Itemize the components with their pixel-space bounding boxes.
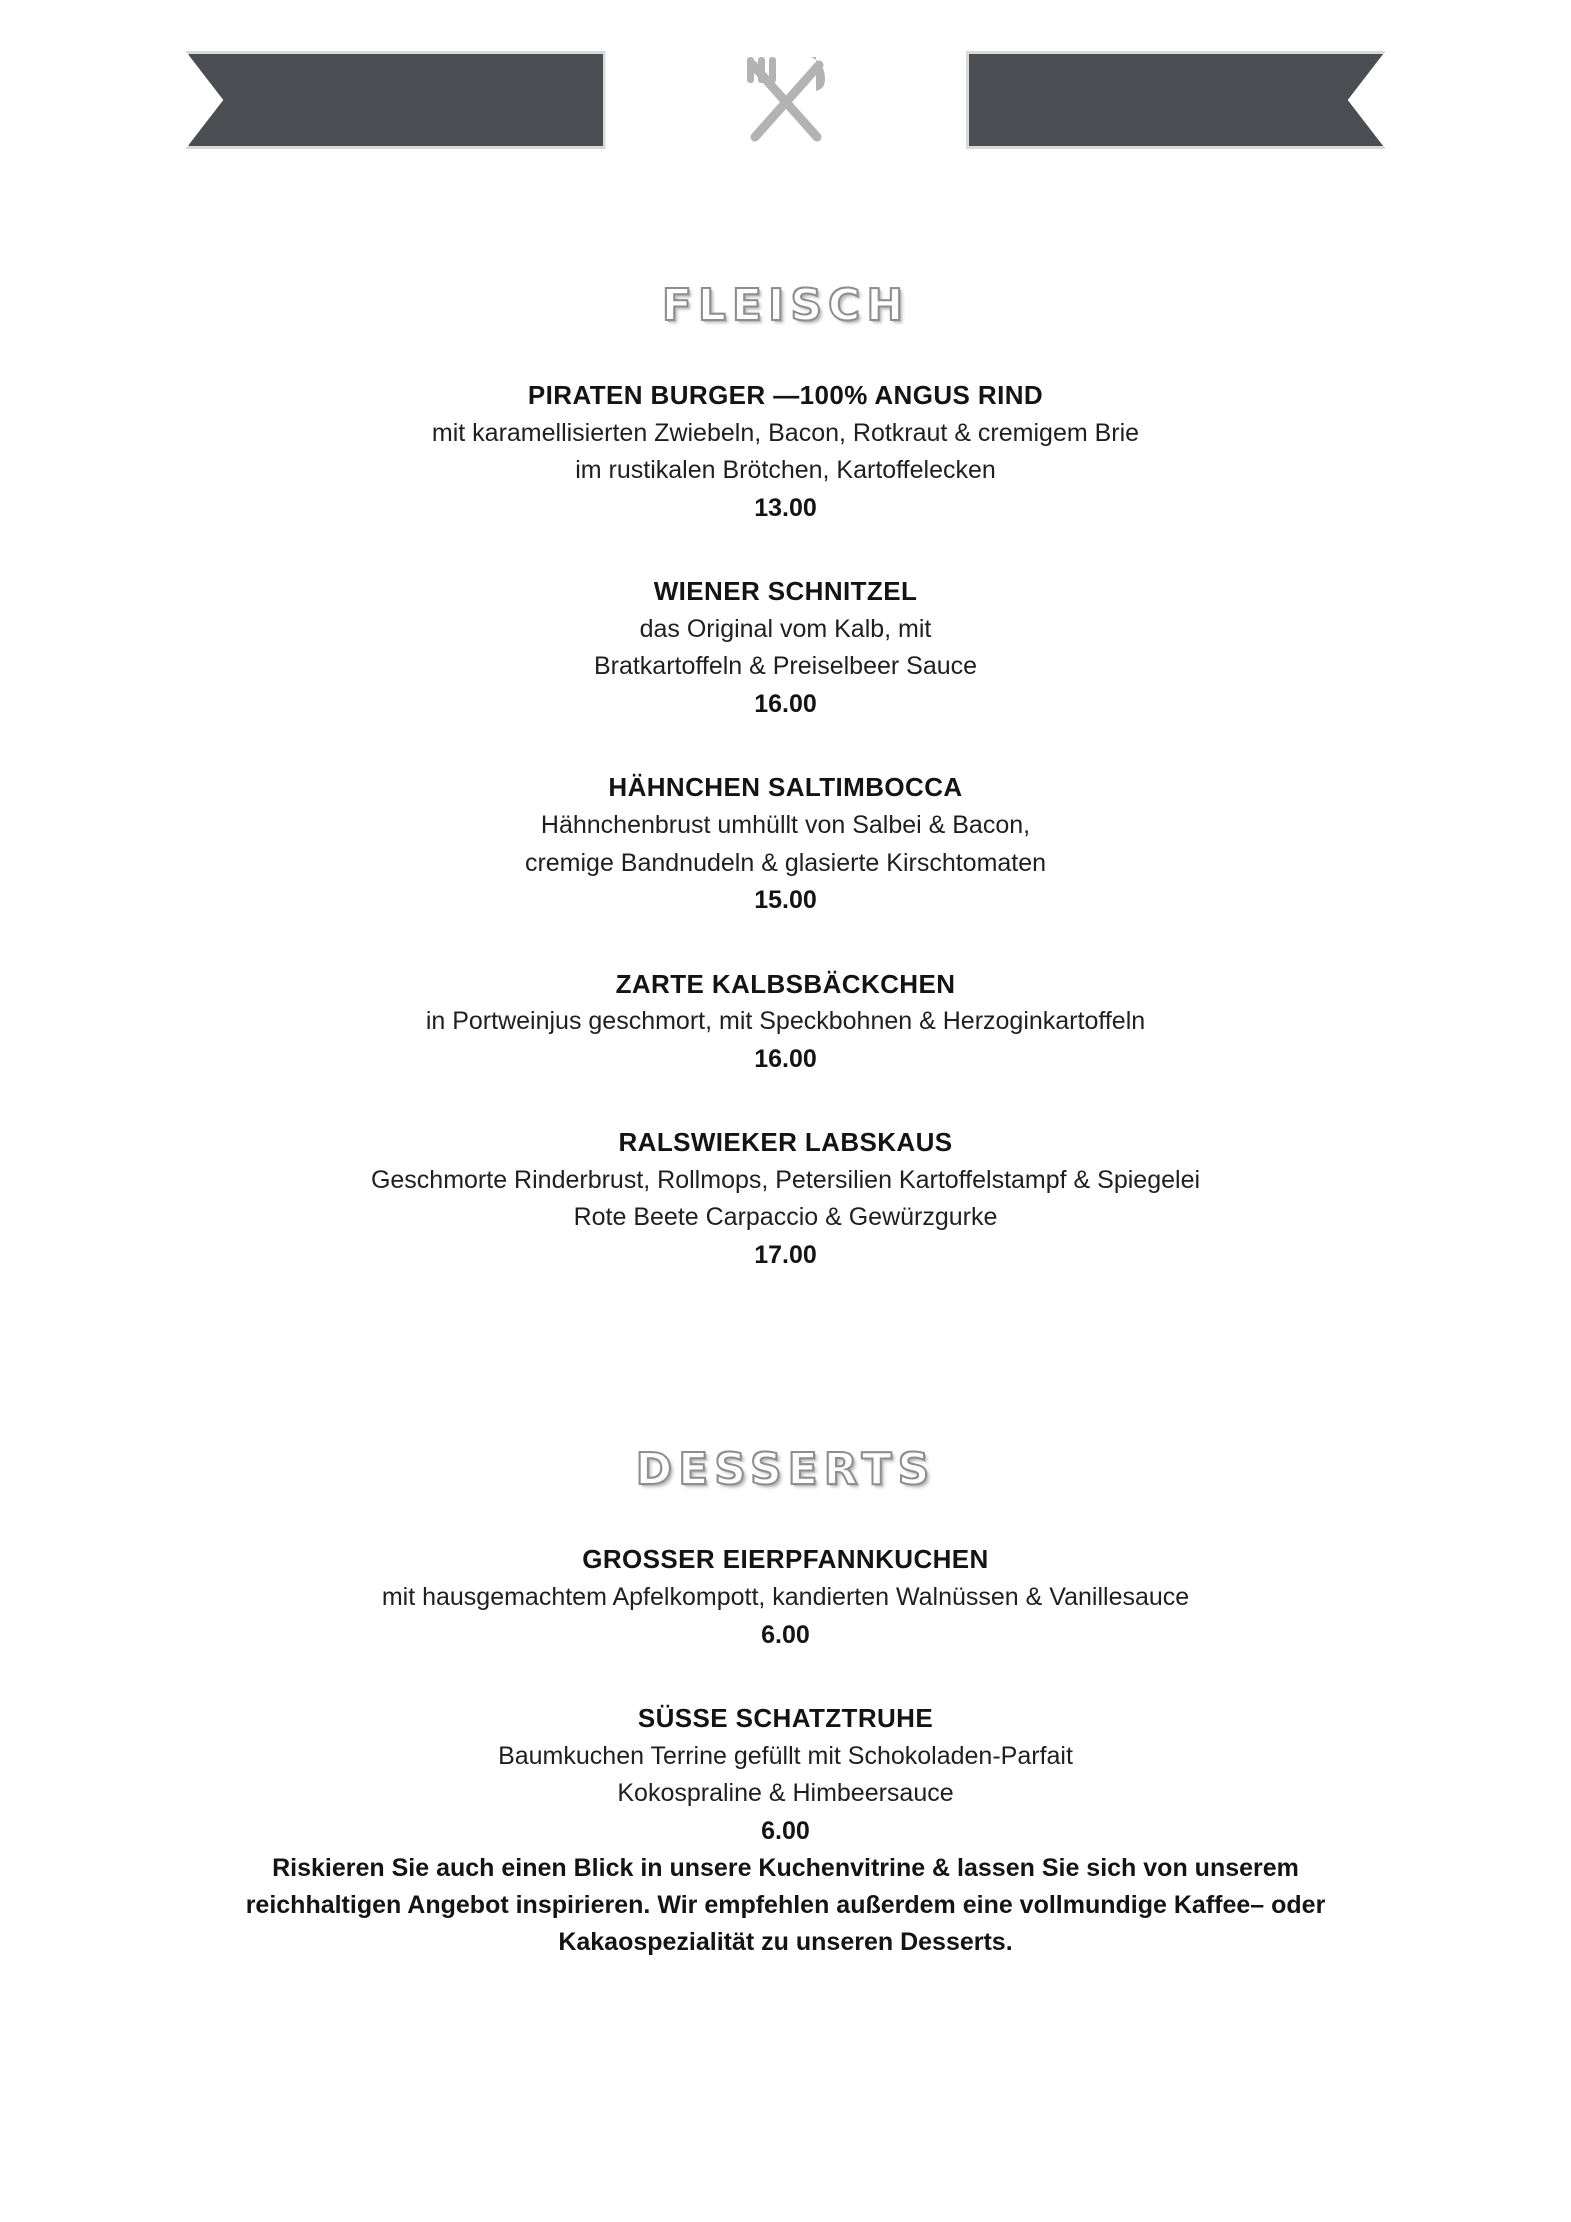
item-description-line: Hähnchenbrust umhüllt von Salbei & Bacon, [540,811,1031,840]
item-price: 6.00 [761,1620,810,1649]
dessert-note-line: Kakaospezialität zu unseren Desserts. [558,1928,1013,1957]
item-description-line: mit hausgemachtem Apfelkompott, kandierten Walnüssen & Vanillesauce [381,1583,1190,1612]
item-name: ZARTE KALBSBÄCKCHEN [615,968,956,999]
dessert-note-line: Riskieren Sie auch einen Blick in unsere Kuchenvitrine & lassen Sie sich von unserem [272,1854,1299,1883]
item-price: 13.00 [754,493,817,522]
item-price: 16.00 [754,1044,817,1073]
item-name: WIENER SCHNITZEL [653,576,918,607]
item-price: 16.00 [754,689,817,718]
section-items-desserts [0,1541,1571,1961]
section-title-desserts: DESSERTS [635,1444,936,1496]
item-description-line: in Portweinjus geschmort, mit Speckbohnen & Herzoginkartoffeln [425,1007,1146,1036]
menu-item [0,573,1571,723]
menu-item [0,769,1571,919]
item-description-line: Kokospraline & Himbeersauce [617,1779,954,1808]
item-name: SÜSSE SCHATZTRUHE [637,1703,934,1734]
item-name: HÄHNCHEN SALTIMBOCCA [608,772,963,803]
item-price: 15.00 [754,886,817,915]
menu-item [0,1124,1571,1274]
item-name: GROSSER EIERPFANNKUCHEN [582,1544,989,1575]
section-title-fleisch: FLEISCH [661,280,910,331]
item-description-line: Rote Beete Carpaccio & Gewürzgurke [573,1203,998,1232]
menu-item [0,1541,1571,1654]
item-description-line: das Original vom Kalb, mit [639,614,932,643]
item-description-line: Geschmorte Rinderbrust, Rollmops, Petersilien Kartoffelstampf & Spiegelei [370,1165,1201,1194]
dessert-note-line: reichhaltigen Angebot inspirieren. Wir empfehlen außerdem eine vollmundige Kaffee– oder [245,1891,1326,1920]
menu-item [0,966,1571,1079]
left-ribbon-banner [186,51,606,149]
item-description-line: im rustikalen Brötchen, Kartoffelecken [575,456,996,485]
right-ribbon-banner [966,51,1386,149]
crossed-fork-knife-icon [726,40,846,160]
menu-item [0,377,1571,527]
item-description-line: mit karamellisierten Zwiebeln, Bacon, Rotkraut & cremigem Brie [431,418,1140,447]
menu-item [0,1700,1571,1850]
item-description-line: Bratkartoffeln & Preiselbeer Sauce [593,652,978,681]
item-description-line: cremige Bandnudeln & glasierte Kirschtomaten [524,848,1047,877]
dessert-note [196,1850,1376,1961]
item-name: RALSWIEKER LABSKAUS [618,1127,953,1158]
item-price: 6.00 [761,1816,810,1845]
header-banner [0,0,1571,200]
section-items-fleisch [0,377,1571,1274]
item-name: PIRATEN BURGER —100% ANGUS RIND [527,380,1044,410]
item-description-line: Baumkuchen Terrine gefüllt mit Schokoladen-Parfait [498,1741,1073,1770]
item-price: 17.00 [754,1240,817,1269]
